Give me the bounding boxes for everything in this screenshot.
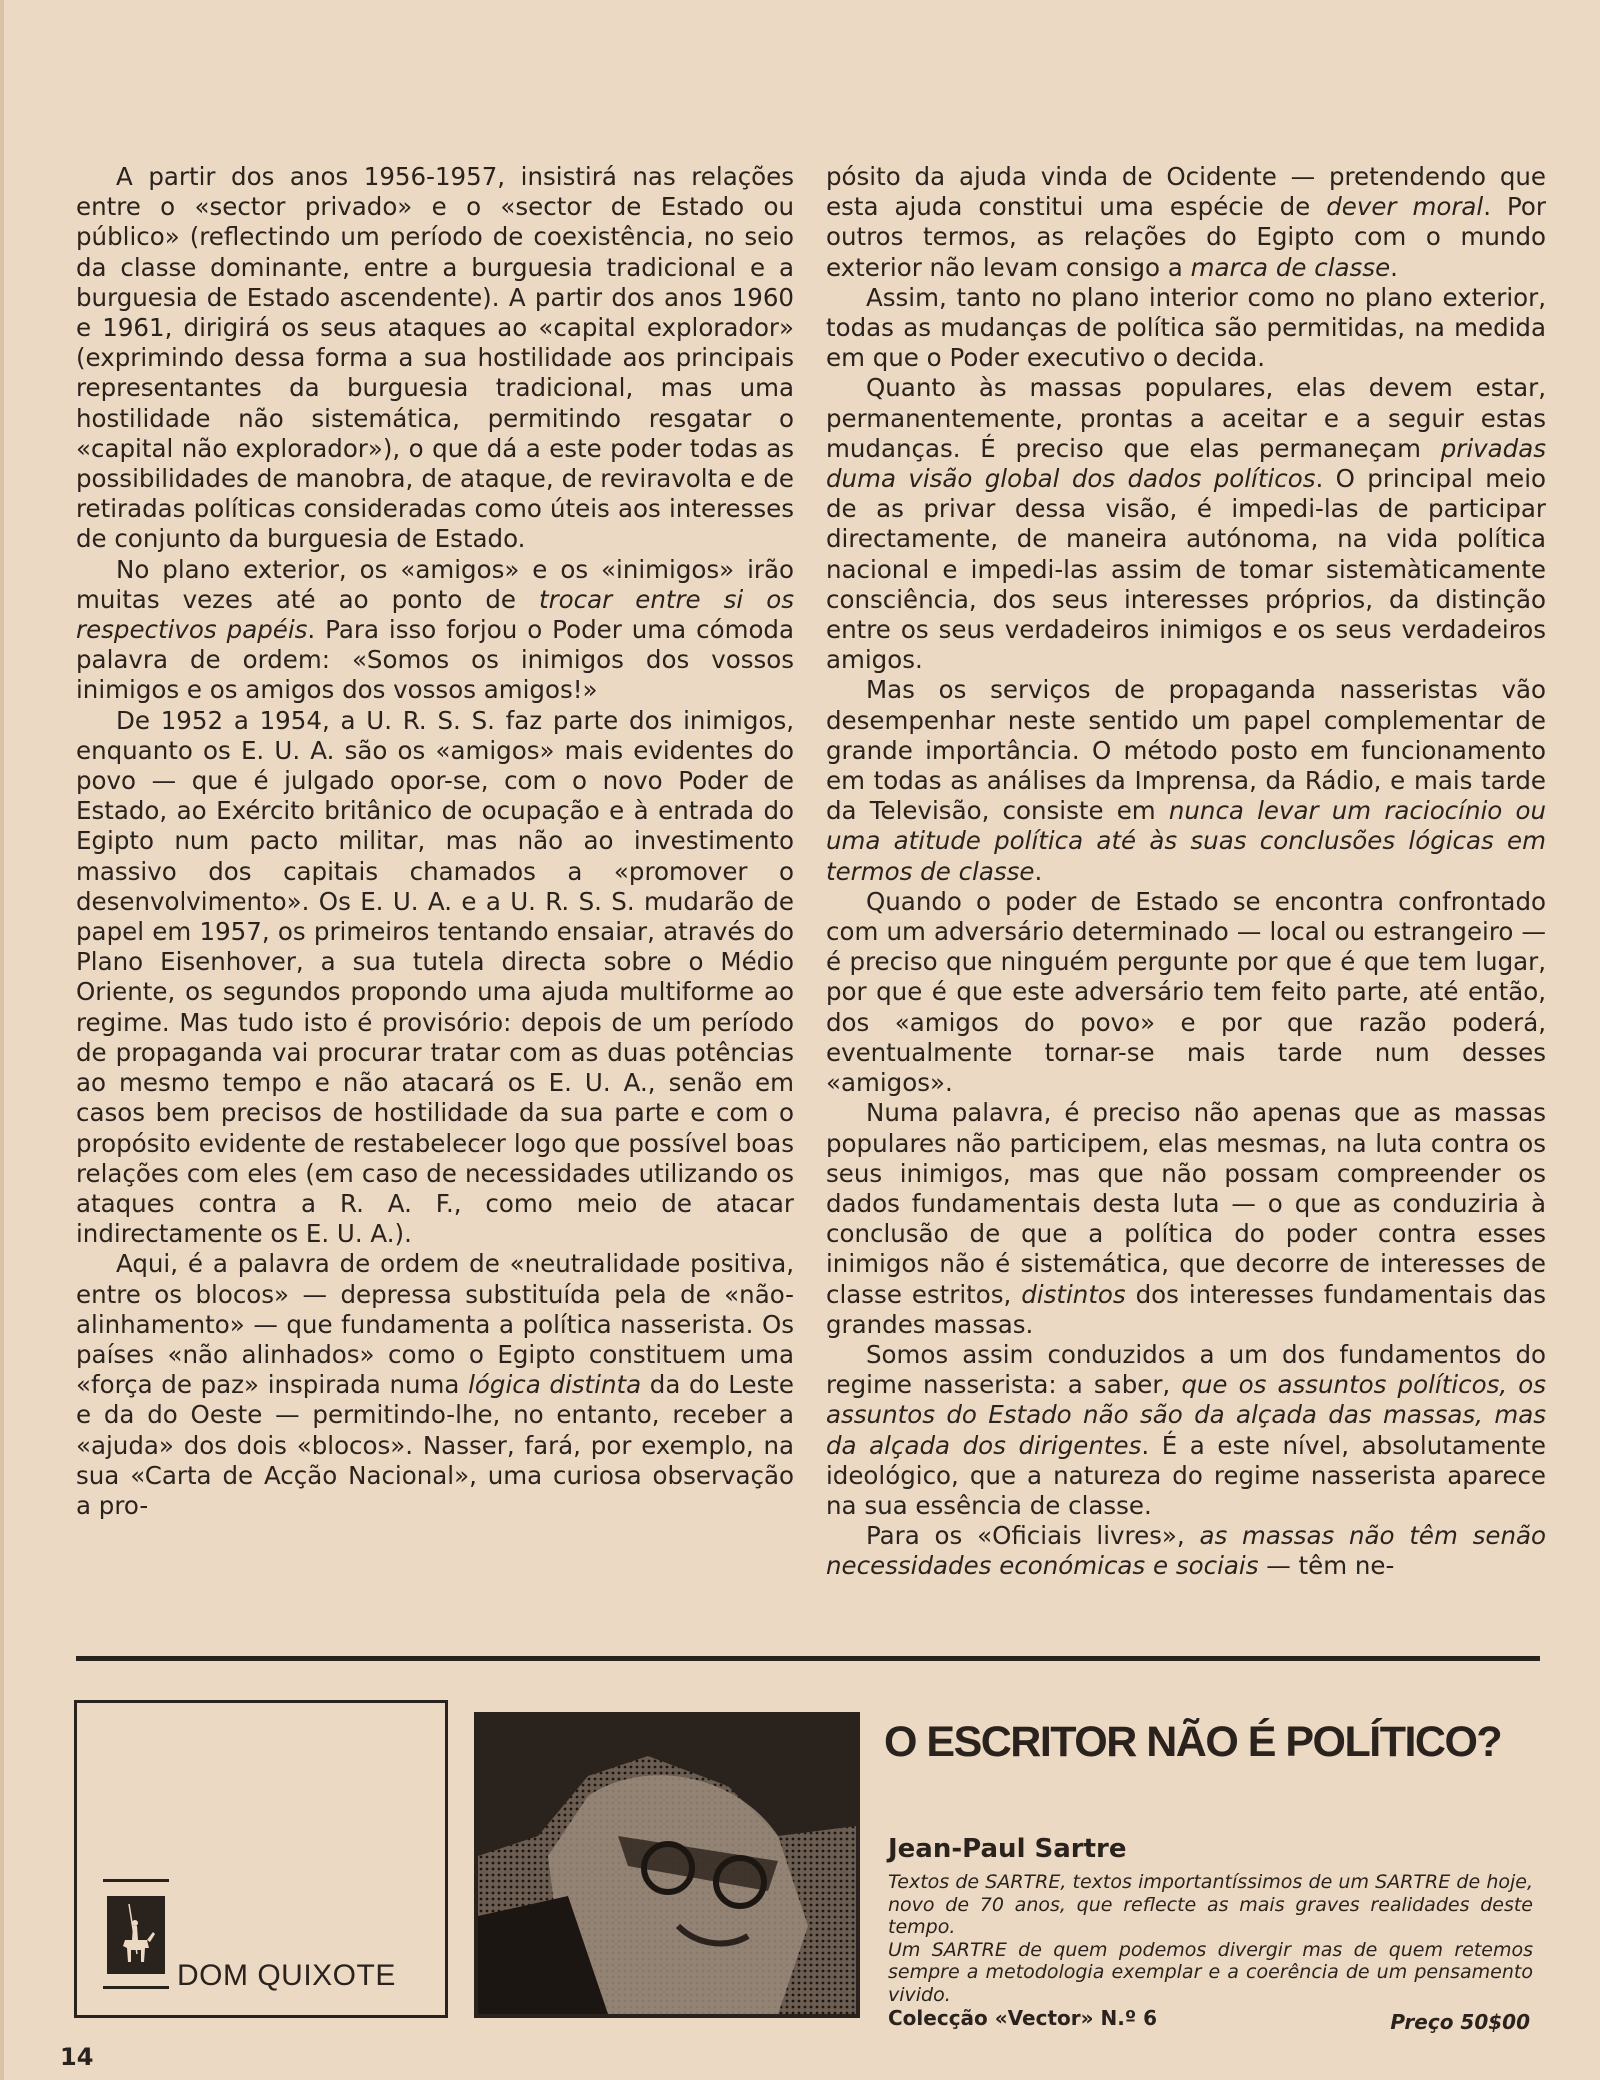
italic-text-run: as massas não têm senão necessidades económicas e sociais: [826, 1521, 1547, 1581]
italic-text-run: privadas duma visão global dos dados políticos: [826, 433, 1546, 494]
text-run: . Para isso forjou o Poder uma cómoda palavra de ordem: «Somos os inimigos dos vossos inimigos e os amigos dos vossos amigos!»: [76, 615, 794, 705]
book-author: Jean-Paul Sartre: [888, 1834, 1127, 1864]
article-paragraph: [826, 887, 1546, 1098]
text-run: . É a este nível, absolutamente ideológico, que a natureza do regime nasserista aparece na sua essência de classe.: [826, 1430, 1546, 1520]
text-run: Aqui, é a palavra de ordem de «neutralidade positiva, entre os blocos» — depressa substituída pela de «não-alinhamento» — que fundamenta a política nasserista. Os países «não alinhados» como o Egipto constituem uma «força de paz» inspirada numa: [76, 1249, 794, 1400]
italic-text-run: lógica distinta: [468, 1370, 642, 1400]
article-paragraph: [826, 162, 1546, 283]
portrait-photo-image: [478, 1716, 856, 2014]
don-quixote-emblem-icon: [103, 1879, 169, 1989]
text-run: . O principal meio de as privar dessa visão, é impedi-las de participar directamente, de maneira autónoma, na vida política nacional e impedi-las assim de tomar sistemàticamente consciência, dos seus interesses próprios, da distinção entre os seus verdadeiros inimigos e os seus verdadeiros amigos.: [826, 464, 1547, 675]
book-description-line: Textos de SARTRE, textos importantíssimos de um SARTRE de hoje, novo de 70 anos, que reflecte as mais graves realidades deste tempo.: [888, 1871, 1533, 1939]
text-run: Quanto às massas populares, elas devem estar, permanentemente, prontas a aceitar e a seguir estas mudanças. É preciso que elas permaneçam: [826, 373, 1546, 463]
section-divider-rule: [76, 1656, 1540, 1661]
text-run: Numa palavra, é preciso não apenas que as massas populares não participem, elas mesmas, na luta contra os seus inimigos, mas que não possam compreender os dados fundamentais desta luta — o que as conduziria à conclusão de que a política do poder contra esses inimigos não é sistemática, que decorre de interesses de classe estritos,: [826, 1098, 1546, 1309]
text-run: Somos assim conduzidos a um dos fundamentos do regime nasserista: a saber,: [826, 1339, 1546, 1400]
article-paragraph: [826, 373, 1546, 675]
text-run: dos interesses fundamentais das grandes massas.: [826, 1279, 1546, 1339]
article-paragraph: [826, 1340, 1546, 1521]
article-paragraph: [76, 555, 794, 706]
knight-on-horse-icon: [107, 1896, 165, 1974]
text-run: — têm ne-: [1258, 1551, 1395, 1581]
page-edge: [0, 0, 4, 2080]
book-price: Preço 50$00: [1390, 2010, 1530, 2034]
article-paragraph: [76, 706, 794, 1250]
page-number: 14: [60, 2043, 94, 2071]
article-paragraph: [76, 1249, 794, 1521]
text-run: De 1952 a 1954, a U. R. S. S. faz parte dos inimigos, enquanto os E. U. A. são os «amigos» mais evidentes do povo — que é julgado opor-se, com o novo Poder de Estado, ao Exército britânico de ocupação e à entrada do Egipto num pacto militar, mas não ao investimento massivo dos capitais chamados a «promover o desenvolvimento». Os E. U. A. e a U. R. S. S. mudarão de papel em 1957, os primeiros tentando ensaiar, através do Plano Eisenhover, a sua tutela directa sobre o Médio Oriente, os segundos propondo uma ajuda multiforme ao regime. Mas tudo isto é provisório: depois de um período de propaganda vai procurar tratar com as duas potências ao mesmo tempo e não atacará os E. U. A., senão em casos bem precisos de hostilidade da sua parte e com o propósito evidente de restabelecer logo que possível boas relações com eles (em caso de necessidades utilizando os ataques contra a R. A. F., como meio de atacar indirectamente os E. U. A.).: [76, 705, 794, 1249]
author-photo: [474, 1712, 860, 2018]
italic-text-run: distintos: [1021, 1279, 1126, 1309]
text-run: Assim, tanto no plano interior como no plano exterior, todas as mudanças de política são permitidas, na medida em que o Poder executivo o decida.: [826, 282, 1546, 373]
text-run: .: [1034, 856, 1043, 886]
italic-text-run: nunca levar um raciocínio ou uma atitude política até às suas conclusões lógicas em termos de classe: [826, 796, 1546, 886]
article-paragraph: [76, 162, 794, 555]
publisher-logo-text: DOM QUIXOTE: [177, 1959, 396, 1992]
text-run: Para os «Oficiais livres»,: [866, 1521, 1200, 1551]
article-paragraph: [826, 1521, 1546, 1581]
book-collection: Colecção «Vector» N.º 6: [888, 2006, 1158, 2030]
text-run: A partir dos anos 1956-1957, insistirá nas relações entre o «sector privado» e o «sector de Estado ou público» (reflectindo um período de coexistência, no seio da classe dominante, entre a burguesia tradicional e a burguesia de Estado ascendente). A partir dos anos 1960 e 1961, dirigirá os seus ataques ao «capital explorador» (exprimindo dessa forma a sua hostilidade aos principais representantes da burguesia tradicional, mas uma hostilidade não sistemática, permitindo resgatar o «capital não explorador»), o que dá a este poder todas as possibilidades de manobra, de ataque, de reviravolta e de retiradas políticas consideradas como úteis aos interesses de conjunto da burguesia de Estado.: [76, 162, 794, 554]
article-right-column: [826, 162, 1546, 1582]
article-paragraph: [826, 675, 1546, 886]
text-run: No plano exterior, os «amigos» e os «inimigos» irão muitas vezes até ao ponto de: [76, 554, 794, 614]
book-description: [888, 1871, 1533, 2007]
text-run: . Por outros termos, as relações do Egipto com o mundo exterior não levam consigo a: [826, 192, 1546, 282]
text-run: Quando o poder de Estado se encontra confrontado com um adversário determinado — local ou estrangeiro — é preciso que ninguém pergunte por que é que tem lugar, por que é que este adversário tem feito parte, até então, dos «amigos do povo» e por que razão poderá, eventualmente tornar-se mais tarde num desses «amigos».: [826, 886, 1546, 1098]
text-run: Mas os serviços de propaganda nasseristas vão desempenhar neste sentido um papel complementar de grande importância. O método posto em funcionamento em todas as análises da Imprensa, da Rádio, e mais tarde da Televisão, consiste em: [826, 675, 1546, 826]
text-run: .: [1390, 252, 1398, 282]
text-run: da do Leste e da do Oeste — permitindo-lhe, no entanto, receber a «ajuda» dos dois «blocos». Nasser, fará, por exemplo, na sua «Carta de Acção Nacional», uma curiosa observação a pro-: [76, 1370, 794, 1520]
text-run: pósito da ajuda vinda de Ocidente — pretendendo que esta ajuda constitui uma espécie de: [826, 162, 1546, 222]
italic-text-run: que os assuntos políticos, os assuntos do Estado não são da alçada das massas, mas da alçada dos dirigentes: [826, 1370, 1546, 1460]
book-title: O ESCRITOR NÃO É POLÍTICO?: [884, 1718, 1502, 1766]
italic-text-run: dever moral: [1326, 192, 1484, 222]
publisher-logo-box: [74, 1700, 448, 2018]
article-paragraph: [826, 1098, 1546, 1340]
italic-text-run: trocar entre si os respectivos papéis: [76, 584, 794, 645]
article-paragraph: [826, 283, 1546, 374]
italic-text-run: marca de classe: [1190, 252, 1391, 282]
article-left-column: [76, 162, 794, 1521]
book-description-line: Um SARTRE de quem podemos divergir mas de quem retemos sempre a metodologia exemplar e a coerência de um pensamento vivido.: [888, 1938, 1533, 2006]
